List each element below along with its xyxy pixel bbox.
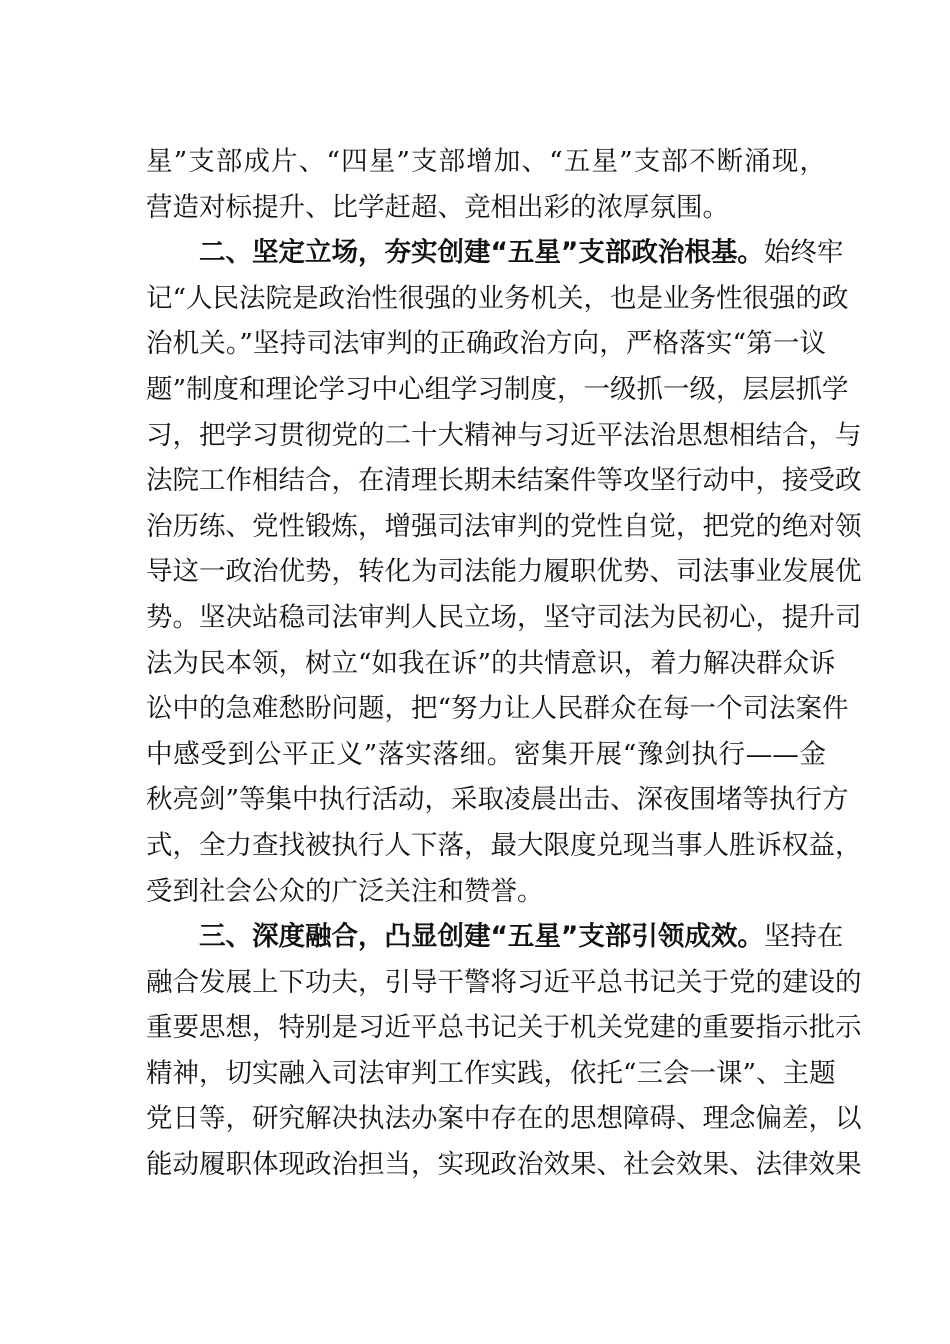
paragraph-2-line: 治机关。”坚持司法审判的正确政治方向，严格落实“第一议 — [146, 328, 826, 360]
paragraph-2-line: 法院工作相结合，在清理长期未结案件等攻坚行动中，接受政 — [146, 465, 862, 497]
paragraph-3-line: 精神，切实融入司法审判工作实践，依托“三会一课”、主题 — [146, 1057, 836, 1089]
paragraph-3-heading: 三、深度融合，凸显创建“五星”支部引领成效。 — [199, 921, 764, 953]
document-body — [146, 139, 862, 1188]
paragraph-2-line: 法为民本领，树立“如我在诉”的共情意识，着力解决群众诉 — [146, 647, 836, 679]
paragraph-1-line-1: 星”支部成片、“四星”支部增加、“五星”支部不断涌现， — [146, 146, 826, 177]
paragraph-2-line: 习，把学习贯彻党的二十大精神与习近平法治思想相结合，与 — [146, 419, 862, 451]
paragraph-2-line: 治历练、党性锻炼，增强司法审判的党性自觉，把党的绝对领 — [146, 510, 862, 542]
paragraph-3-line: 重要思想，特别是习近平总书记关于机关党建的重要指示批示 — [146, 1012, 862, 1044]
paragraph-2-line: 势。坚决站稳司法审判人民立场，坚守司法为民初心，提升司 — [146, 601, 862, 633]
paragraph-2-line: 讼中的急难愁盼问题，把“努力让人民群众在每一个司法案件 — [146, 693, 849, 725]
paragraph-2-line: 题”制度和理论学习中心组学习制度，一级抓一级，层层抓学 — [146, 373, 849, 405]
paragraph-2-line: 导这一政治优势，转化为司法能力履职优势、司法事业发展优 — [146, 556, 862, 588]
paragraph-2-first-line-rest: 始终牢 — [763, 237, 844, 269]
paragraph-3-line: 能动履职体现政治担当，实现政治效果、社会效果、法律效果 — [146, 1149, 862, 1181]
paragraph-2-line: 记“人民法院是政治性很强的业务机关，也是业务性很强的政 — [146, 282, 849, 314]
paragraph-2-line: 受到社会公众的广泛关注和赞誉。 — [146, 875, 544, 907]
paragraph-2-line: 秋亮剑”等集中执行活动，采取凌晨出击、深夜围堵等执行方 — [146, 784, 849, 816]
paragraph-2-line: 式，全力查找被执行人下落，最大限度兑现当事人胜诉权益， — [146, 829, 862, 861]
paragraph-2-line: 中感受到公平正义”落实落细。密集开展“豫剑执行——金 — [146, 738, 826, 770]
paragraph-3-line: 融合发展上下功夫，引导干警将习近平总书记关于党的建设的 — [146, 966, 862, 998]
paragraph-2-heading: 二、坚定立场，夯实创建“五星”支部政治根基。 — [199, 237, 764, 269]
paragraph-3-line-1 — [146, 914, 844, 960]
paragraph-2-line-1 — [146, 230, 844, 276]
paragraph-3-first-line-rest: 坚持在 — [763, 921, 844, 953]
paragraph-3-line: 党日等，研究解决执法办案中存在的思想障碍、理念偏差，以 — [146, 1103, 862, 1135]
paragraph-1-line-2: 营造对标提升、比学赶超、竞相出彩的浓厚氛围。 — [146, 191, 729, 223]
